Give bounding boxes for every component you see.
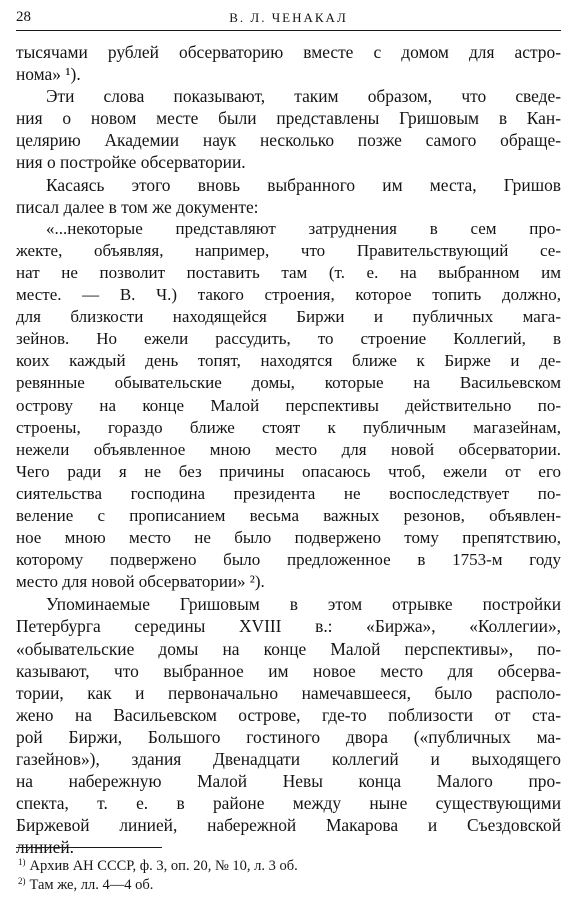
running-head: В. Л. ЧЕНАКАЛ xyxy=(229,10,348,25)
text-line: ния о постройке обсерватории. xyxy=(16,152,246,173)
text-line: нежели объявленное мною место для новой обсерватории. xyxy=(16,439,561,459)
text-line: «...некоторые представляют затруднения в сем про- xyxy=(46,218,561,238)
text-line: на набережную Малой Невы конца Малого про- xyxy=(16,771,561,792)
text-line: тории, как и первоначально намечавшееся, было располо- xyxy=(16,682,561,703)
text-line: казывают, что выбранное им новое место для обсерва- xyxy=(16,660,561,681)
text-line: месте. — В. Ч.) такого строения, которое топить должно, xyxy=(16,285,561,305)
text-line: жено на Васильевском острове, где-то поблизости от ста- xyxy=(16,704,561,725)
footnote-mark: 2) xyxy=(18,876,26,886)
text-line: Эти слова показывают, таким образом, что сведе- xyxy=(46,86,561,107)
text-line: Упоминаемые Гришовым в этом отрывке постройки xyxy=(46,594,561,615)
text-line: ное мною место не было подвержено тому препятствию, xyxy=(16,528,561,548)
text-line: нат не позволит поставить там (т. е. на выбранном им xyxy=(16,262,561,282)
footnote xyxy=(16,872,561,891)
footnote-rule xyxy=(16,847,162,848)
text-line: ния о новом месте были представлены Гришовым в Кан- xyxy=(16,108,561,129)
text-line: газейнов»), здания Двенадцати коллегий и выходящего xyxy=(16,749,561,769)
text-line: которому подвержено было предложенное в 1753-м году xyxy=(16,550,561,570)
text-line: тысячами рублей обсерваторию вместе с домом для астро- xyxy=(16,42,561,62)
text-line: коих каждый день топят, находятся ближе к Бирже и де- xyxy=(16,351,561,371)
text-line: веление с прописанием весьма важных резонов, объявлен- xyxy=(16,505,561,525)
text-line: писал далее в том же документе: xyxy=(16,196,259,217)
footnotes xyxy=(16,853,561,891)
text-line: сиятельства господина президента не воспоследствует по- xyxy=(16,483,561,503)
text-line: рой Биржи, Большого гостиного двора («публичных ма- xyxy=(16,726,561,747)
footnote-text: Архив АН СССР, ф. 3, оп. 20, № 10, л. 3 об. xyxy=(29,858,298,874)
paragraph xyxy=(16,41,561,85)
text-line: целярию Академии наук несколько позже самого обраще- xyxy=(16,130,561,151)
text-line: Биржевой линией, набережной Макарова и Съездовской xyxy=(16,815,561,836)
paragraph xyxy=(16,174,561,218)
paragraph xyxy=(16,85,561,173)
text-line: строены, гораздо ближе стоят к публичным магазейнам, xyxy=(16,417,561,437)
text-line: «обывательские домы на конце Малой перспективы», по- xyxy=(16,638,561,659)
text-line: для близкости находящейся Биржи и публичных мага- xyxy=(16,307,561,327)
text-line: жекте, объявляя, например, что Правительствующий се- xyxy=(16,240,561,260)
text-line: линией. xyxy=(16,837,74,858)
text-line: место для новой обсерватории» ²). xyxy=(16,572,265,592)
footnote-mark: 1) xyxy=(18,857,26,867)
text-line: Петербурга середины XVIII в.: «Биржа», «Коллегии», xyxy=(16,616,561,637)
text-line: Касаясь этого вновь выбранного им места, Гришов xyxy=(46,174,561,195)
footnote xyxy=(16,853,561,872)
footnote-text: Там же, лл. 4—4 об. xyxy=(29,877,154,893)
text-line: зейнов. Но ежели рассудить, то строение Коллегий, в xyxy=(16,329,561,349)
page-number: 28 xyxy=(16,9,31,25)
text-line: спекта, т. е. в районе между ныне существующими xyxy=(16,793,561,814)
text-line: нома» ¹). xyxy=(16,64,81,85)
page-header xyxy=(16,6,561,31)
text-line: ревянные обывательские домы, которые на Васильевском xyxy=(16,373,561,393)
text-line: Чего ради я не без причины опасаюсь чтоб, ежели от его xyxy=(16,461,561,481)
text-line: острову на конце Малой перспективы действительно по- xyxy=(16,395,561,415)
paragraph xyxy=(16,593,561,858)
body-text xyxy=(16,41,561,858)
paragraph xyxy=(16,218,561,594)
